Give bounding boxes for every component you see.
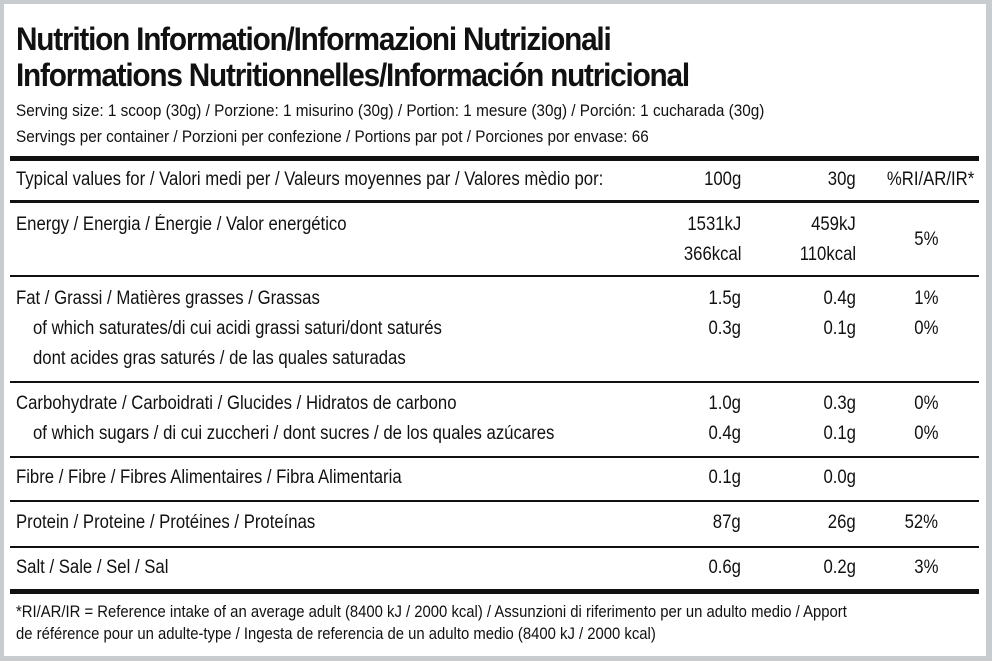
servings-per-container: Servings per container / Porzioni per confezione / Portions par pot / Porciones por envase: 66 — [16, 127, 649, 146]
sugars-30g: 0.1g — [823, 423, 856, 444]
saturates-label-2: dont acides gras saturés / de las quales saturadas — [33, 348, 406, 369]
energy-ri: 5% — [913, 229, 938, 250]
protein-ri: 52% — [904, 512, 938, 533]
footnote — [16, 601, 961, 645]
fibre-label: Fibre / Fibre / Fibres Alimentaires / Fibra Alimentaria — [16, 467, 402, 488]
saturates-ri: 0% — [913, 318, 938, 339]
divider — [10, 381, 979, 383]
divider — [10, 200, 979, 203]
title-line-1: Nutrition Information/Informazioni Nutrizionali — [16, 21, 611, 57]
header-label: Typical values for / Valori medi per / Valeurs moyennes par / Valores mèdio por: — [16, 169, 604, 190]
salt-30g: 0.2g — [823, 557, 856, 578]
fibre-30g: 0.0g — [823, 467, 856, 488]
energy-kcal-100g: 366kcal — [683, 244, 741, 265]
energy-label: Energy / Energia / Énergie / Valor energético — [16, 214, 347, 235]
fat-100g: 1.5g — [708, 288, 741, 309]
fat-30g: 0.4g — [823, 288, 856, 309]
sugars-ri: 0% — [913, 423, 938, 444]
sugars-label: of which sugars / di cui zuccheri / dont sucres / de los quales azúcares — [33, 423, 555, 444]
header-ri: %RI/AR/IR* — [886, 169, 974, 190]
header-per-100g: 100g — [703, 169, 741, 190]
saturates-30g: 0.1g — [823, 318, 856, 339]
divider — [10, 500, 979, 502]
carbohydrate-ri: 0% — [913, 393, 938, 414]
salt-ri: 3% — [913, 557, 938, 578]
title-line-2: Informations Nutritionnelles/Información nutricional — [16, 57, 689, 93]
divider — [10, 456, 979, 458]
saturates-label-1: of which saturates/di cui acidi grassi saturi/dont saturés — [33, 318, 442, 339]
protein-30g: 26g — [828, 512, 856, 533]
serving-size: Serving size: 1 scoop (30g) / Porzione: 1 misurino (30g) / Portion: 1 mesure (30g) / Porción: 1 cucharada (30g) — [16, 101, 765, 120]
carbohydrate-100g: 1.0g — [708, 393, 741, 414]
saturates-100g: 0.3g — [708, 318, 741, 339]
divider — [10, 275, 979, 277]
divider — [10, 156, 979, 161]
carbohydrate-30g: 0.3g — [823, 393, 856, 414]
carbohydrate-label: Carbohydrate / Carboidrati / Glucides / Hidratos de carbono — [16, 393, 457, 414]
footnote-line-2: de référence pour un adulte-type / Ingesta de referencia de un adulto medio (8400 kJ / 2000 kcal) — [16, 625, 656, 643]
salt-label: Salt / Sale / Sel / Sal — [16, 557, 169, 578]
protein-100g: 87g — [713, 512, 741, 533]
energy-kj-30g: 459kJ — [811, 214, 856, 235]
fat-label: Fat / Grassi / Matières grasses / Grassas — [16, 288, 320, 309]
nutrition-label — [4, 4, 986, 656]
fat-ri: 1% — [913, 288, 938, 309]
divider — [10, 546, 979, 548]
sugars-100g: 0.4g — [708, 423, 741, 444]
energy-kcal-30g: 110kcal — [799, 244, 856, 265]
salt-100g: 0.6g — [708, 557, 741, 578]
protein-label: Protein / Proteine / Protéines / Proteínas — [16, 512, 316, 533]
energy-kj-100g: 1531kJ — [687, 214, 741, 235]
header-per-30g: 30g — [828, 169, 856, 190]
fibre-100g: 0.1g — [708, 467, 741, 488]
footnote-line-1: *RI/AR/IR = Reference intake of an average adult (8400 kJ / 2000 kcal) / Assunzioni di riferimento per un adulto medio / Apport — [16, 603, 847, 621]
divider — [10, 589, 979, 594]
